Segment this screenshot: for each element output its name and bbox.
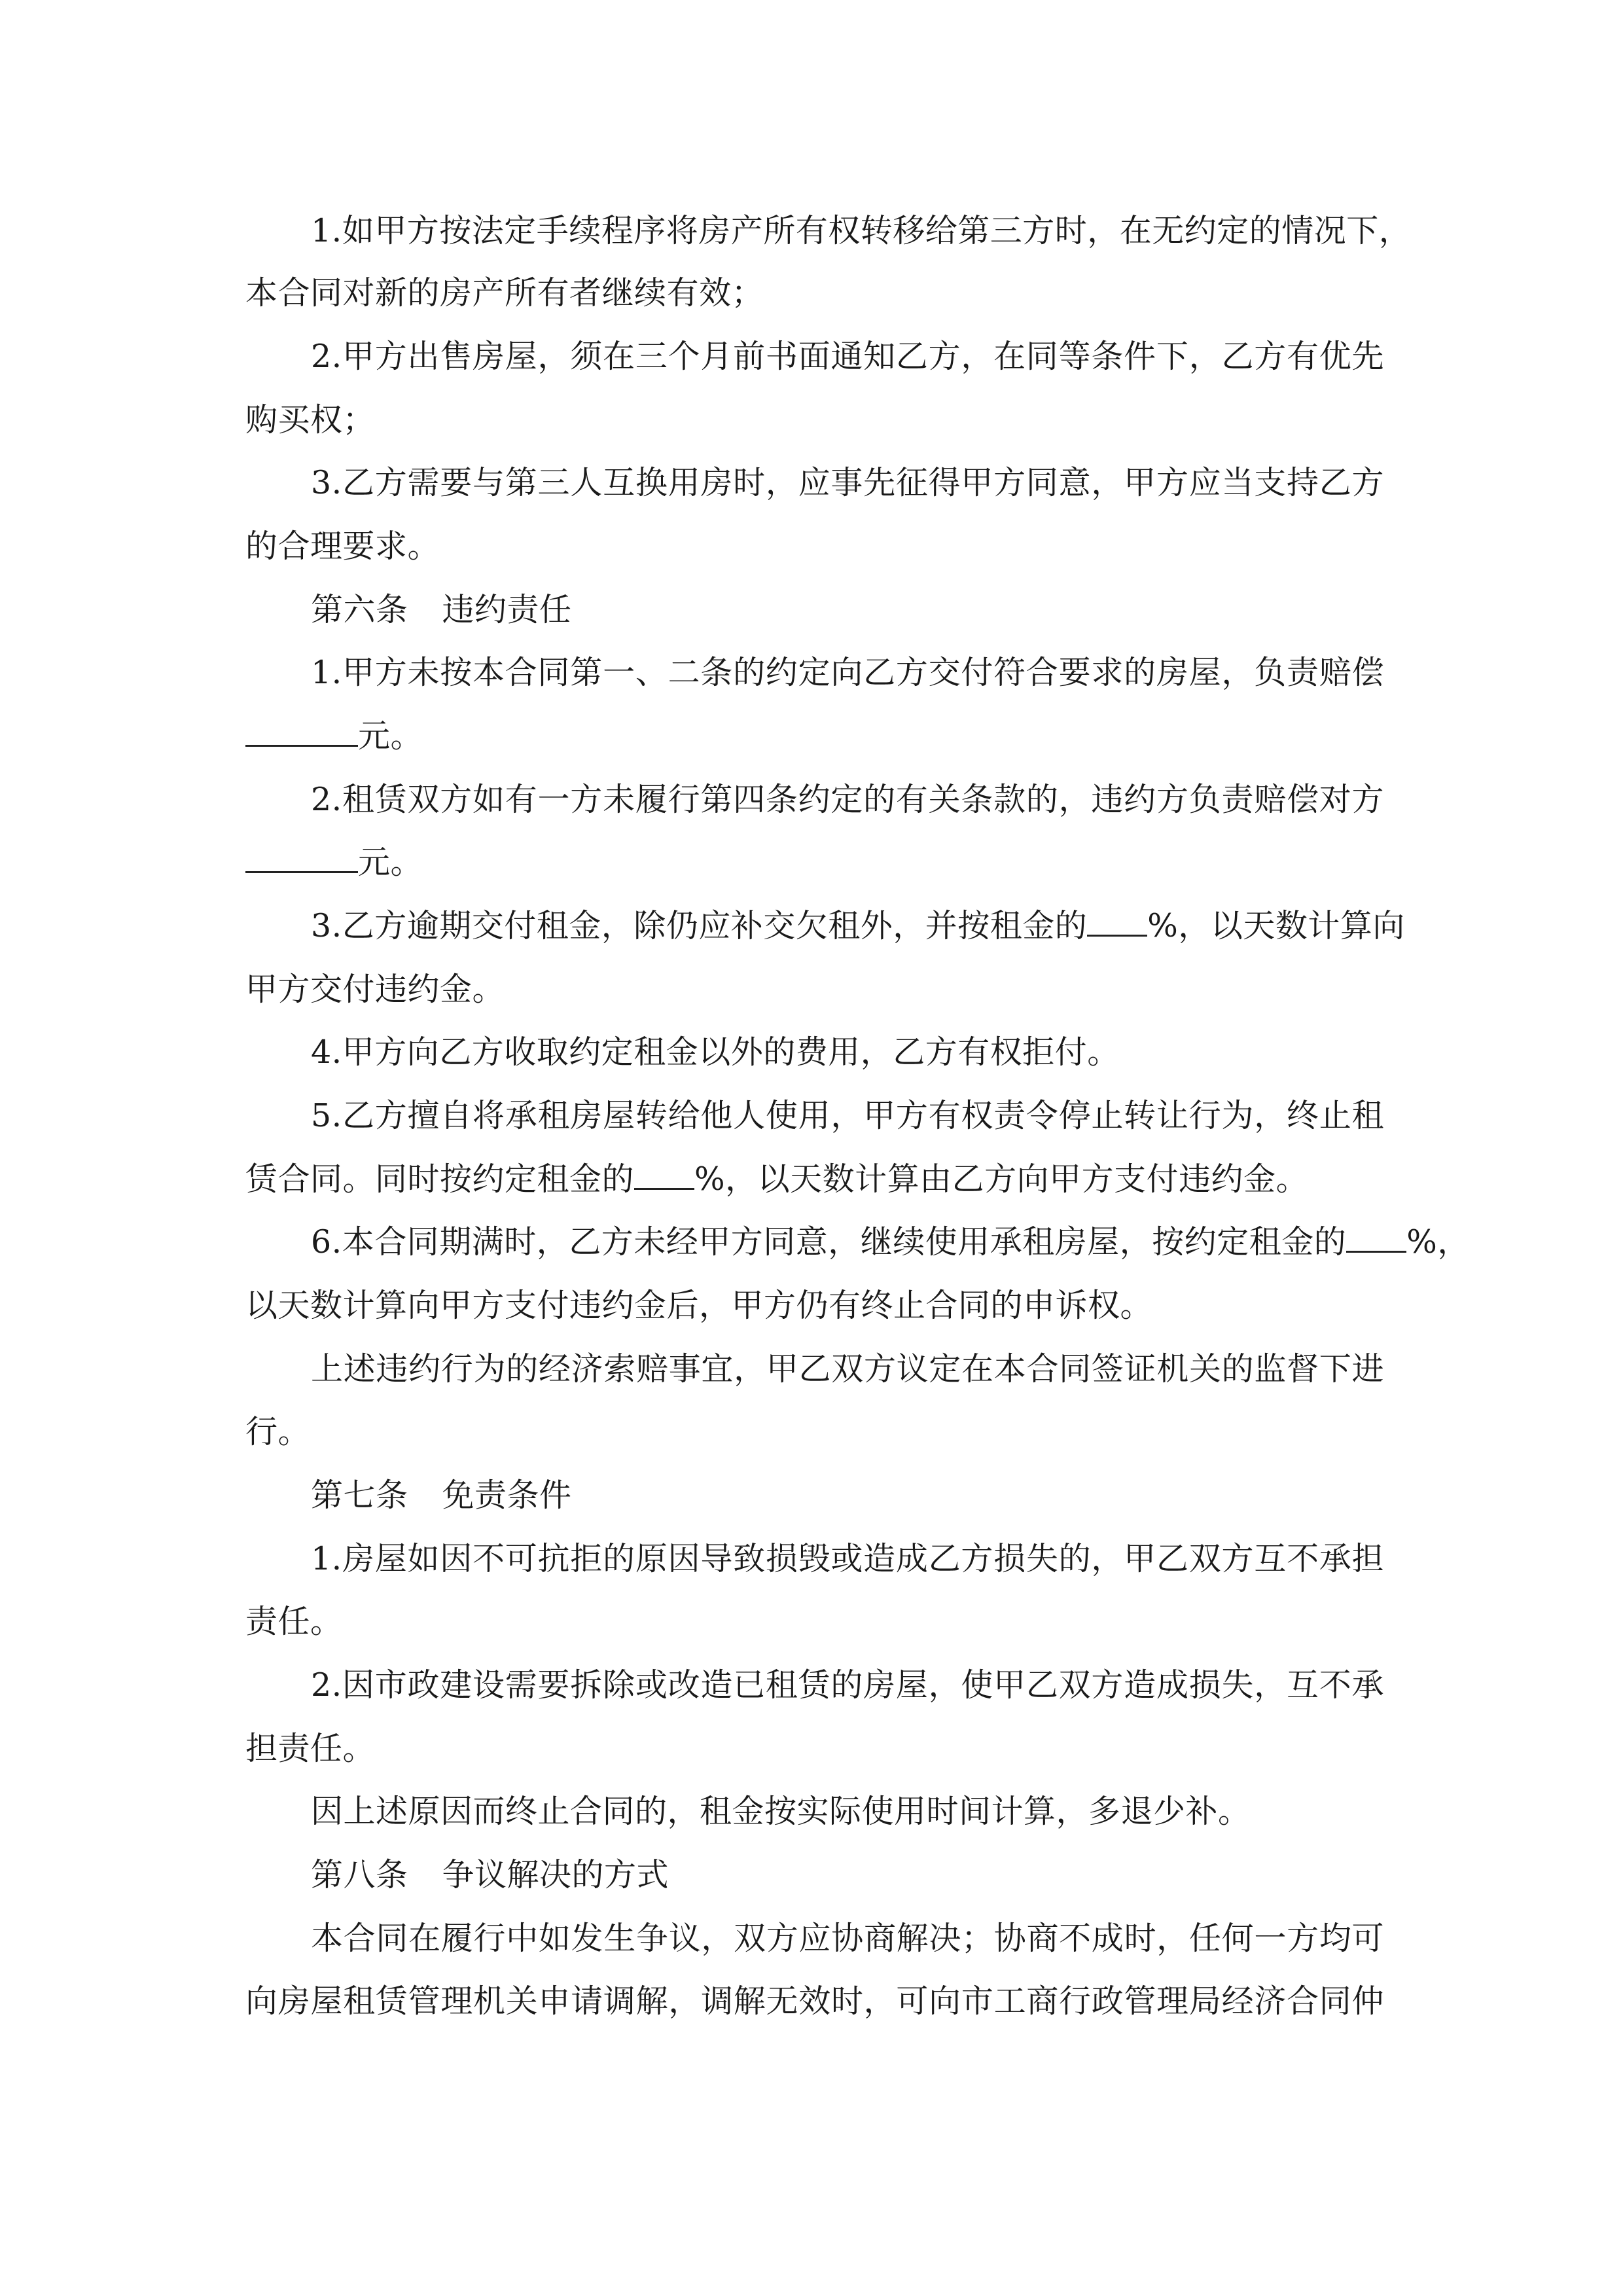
clause-line: 1.甲方未按本合同第一、二条的约定向乙方交付符合要求的房屋，负责赔偿 bbox=[311, 654, 1384, 691]
clause-line: 3.乙方需要与第三人互换用房时，应事先征得甲方同意，甲方应当支持乙方 bbox=[311, 464, 1384, 501]
article-title: 免责条件 bbox=[442, 1477, 572, 1514]
amount-blank bbox=[245, 841, 358, 873]
clause-line: 甲方交付违约金。 bbox=[245, 971, 505, 1008]
article-heading-6 bbox=[311, 587, 1384, 633]
clause-line: 6.本合同期满时，乙方未经甲方同意，继续使用承租房屋，按约定租金的 %， bbox=[311, 1219, 1384, 1265]
clause-line: 2.租赁双方如有一方未履行第四条约定的有关条款的，违约方负责赔偿对方 bbox=[311, 781, 1384, 818]
percent-blank bbox=[634, 1158, 694, 1190]
clause-line: 以天数计算向甲方支付违约金后，甲方仍有终止合同的申诉权。 bbox=[245, 1287, 1153, 1324]
percent-blank bbox=[1087, 905, 1147, 937]
article-number: 第六条 bbox=[311, 591, 408, 628]
clause-line: 1.如甲方按法定手续程序将房产所有权转移给第三方时，在无约定的情况下， bbox=[311, 212, 1412, 249]
article-number: 第八条 bbox=[311, 1856, 408, 1893]
article-title: 违约责任 bbox=[442, 591, 572, 628]
amount-blank bbox=[245, 715, 358, 747]
clause-line: 上述违约行为的经济索赔事宜，甲乙双方议定在本合同签证机关的监督下进 bbox=[311, 1350, 1384, 1388]
clause-line: 因上述原因而终止合同的，租金按实际使用时间计算，多退少补。 bbox=[311, 1793, 1251, 1830]
article-heading-7 bbox=[311, 1473, 1384, 1518]
clause-line: 2.甲方出售房屋，须在三个月前书面通知乙方，在同等条件下，乙方有优先 bbox=[311, 338, 1384, 375]
article-title: 争议解决的方式 bbox=[442, 1856, 669, 1893]
article-heading-8 bbox=[311, 1852, 1384, 1898]
clause-line: 本合同对新的房产所有者继续有效； bbox=[245, 274, 764, 312]
clause-line: 责任。 bbox=[245, 1603, 343, 1640]
clause-line: 赁合同。同时按约定租金的 %，以天数计算由乙方向甲方支付违约金。 bbox=[245, 1157, 1384, 1202]
clause-line: 本合同在履行中如发生争议，双方应协商解决；协商不成时，任何一方均可 bbox=[311, 1920, 1384, 1957]
clause-line: 2.因市政建设需要拆除或改造已租赁的房屋，使甲乙双方造成损失，互不承 bbox=[311, 1666, 1384, 1704]
clause-line: 购买权； bbox=[245, 401, 376, 439]
percent-blank bbox=[1346, 1221, 1406, 1253]
clause-line: 元。 bbox=[245, 713, 1384, 759]
clause-line: 的合理要求。 bbox=[245, 528, 440, 565]
article-number: 第七条 bbox=[311, 1477, 408, 1514]
clause-line: 3.乙方逾期交付租金，除仍应补交欠租外，并按租金的 %，以天数计算向 bbox=[311, 903, 1384, 949]
clause-line: 4.甲方向乙方收取约定租金以外的费用，乙方有权拒付。 bbox=[311, 1033, 1120, 1071]
clause-line: 行。 bbox=[245, 1413, 311, 1450]
clause-line: 元。 bbox=[245, 840, 1384, 886]
clause-line: 1.房屋如因不可抗拒的原因导致损毁或造成乙方损失的，甲乙双方互不承担 bbox=[311, 1540, 1384, 1577]
clause-line: 向房屋租赁管理机关申请调解，调解无效时，可向市工商行政管理局经济合同仲 bbox=[245, 1982, 1384, 2020]
clause-line: 5.乙方擅自将承租房屋转给他人使用，甲方有权责令停止转让行为，终止租 bbox=[311, 1097, 1384, 1134]
clause-line: 担责任。 bbox=[245, 1730, 376, 1767]
